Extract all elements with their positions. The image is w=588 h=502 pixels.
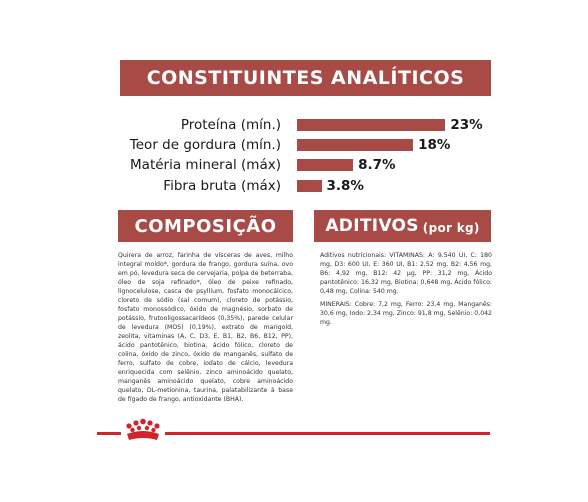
analytics-label: Fibra bruta (máx) <box>163 178 281 194</box>
additives-minerals: MINERAIS: Cobre: 7,2 mg, Ferro: 23,4 mg, Manganês: 30,6 mg, Iodo: 2,34 mg, Zinco: 91,8 mg, Selênio: 0,042 mg. <box>320 301 492 326</box>
analytics-value: 8.7% <box>358 157 396 173</box>
analytics-label: Teor de gordura (mín.) <box>129 137 281 153</box>
analytics-bar <box>297 159 353 171</box>
analytics-title-banner <box>120 60 491 96</box>
analytics-value: 23% <box>450 117 483 133</box>
additives-text <box>320 251 492 331</box>
analytics-row <box>0 136 588 154</box>
analytics-row <box>0 177 588 195</box>
royal-crown-logo-icon <box>121 418 165 444</box>
additives-title: ADITIVOS <box>325 216 419 236</box>
analytics-label: Proteína (mín.) <box>180 117 281 133</box>
analytics-title: CONSTITUINTES ANALÍTICOS <box>146 67 465 89</box>
analytics-value: 3.8% <box>326 178 364 194</box>
analytics-bar <box>297 119 445 131</box>
additives-title-banner <box>314 210 491 242</box>
analytics-row <box>0 116 588 134</box>
composition-title-banner <box>118 210 293 242</box>
analytics-label: Matéria mineral (máx) <box>130 157 281 173</box>
analytics-value: 18% <box>418 137 451 153</box>
composition-title: COMPOSIÇÃO <box>134 215 277 237</box>
analytics-bar <box>297 139 413 151</box>
additives-title-sub: (por kg) <box>422 220 480 235</box>
composition-text: Quirera de arroz, farinha de vísceras de aves, milho integral moído*, gordura de frango, gordura suína, ovo em pó, levedura seca de cervejaria, polpa de beterraba, óleo de soja refinado*, óleo de peixe refinado, lignocelulose, casca de psyllium, fosfato monocálcico, cloreto de sódio (sal comum), cloreto de potássio, fosfato monossódico, óxido de magnésio, sorbato de potássio, frutooligossacarídeos (0,35%), parede celular de levedura (MOS) (0,19%), extrato de marigold, zeolita, vitaminas (A, C, D3, E, B1, B2, B6, B12, PP), ácido pantotênico, biotina, ácido fólico, cloreto de colina, óxido de zinco, óxido de manganês, sulfato de ferro, sulfato de cobre, iodato de cálcio, levedura enriquecida com selênio, zinco aminoácido quelato, manganês aminoácido quelato, cobre aminoácido quelato, DL-metionina, taurina, palatabilizante à base de fígado de frango, antioxidante (BHA). <box>118 252 293 403</box>
analytics-row <box>0 156 588 174</box>
additives-vitamins: Aditivos nutricionais: VITAMINAS: A: 9.540 UI, C: 180 mg, D3: 600 UI, E: 360 UI, B1: 2,52 mg, B2: 4,56 mg, B6: 4,92 mg, B12: 42 µg, PP: 31,2 mg, Ácido pantotênico: 16,32 mg, Biotina: 0,648 mg, Ácido fólico: 0,48 mg, Colina: 540 mg. <box>320 252 492 295</box>
analytics-bar <box>297 180 322 192</box>
